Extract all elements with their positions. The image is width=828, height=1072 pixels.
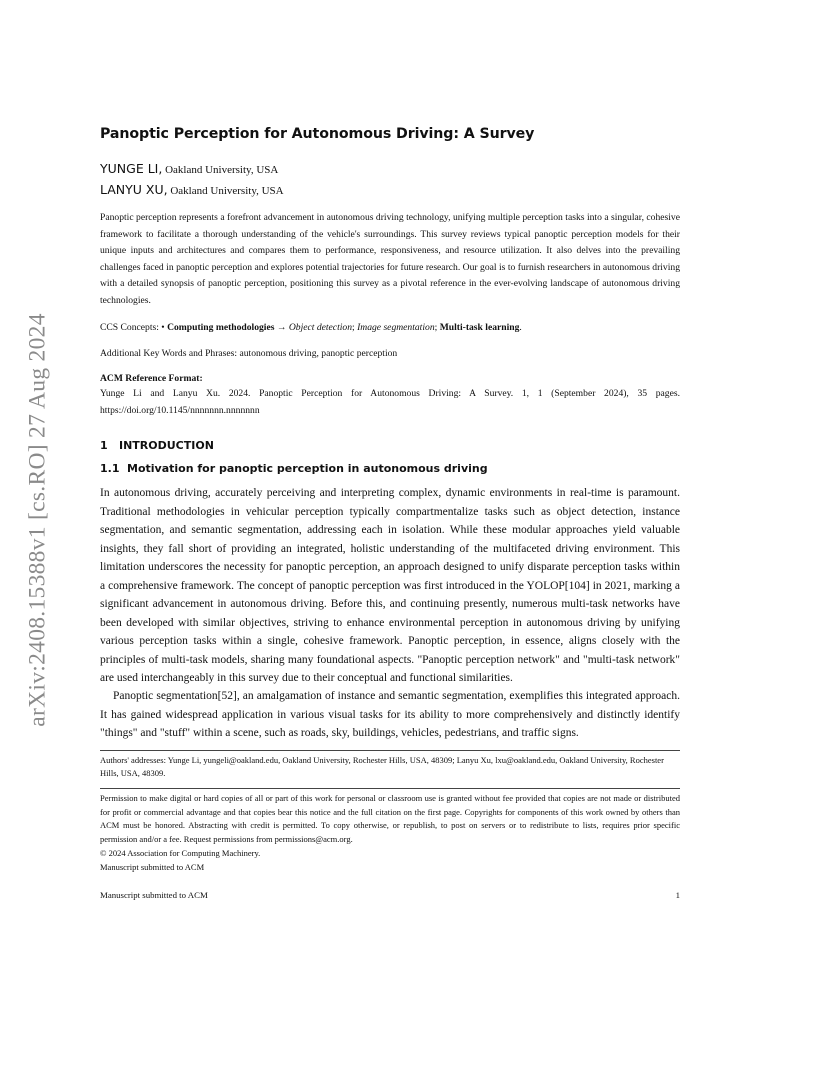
author-affiliation: Oakland University, USA — [165, 164, 279, 176]
ccs-item: Multi-task learning — [439, 322, 520, 333]
body-paragraph: Panoptic segmentation[52], an amalgamation of instance and semantic segmentation, exemplifies this integrated approach. It has gained widespread application in various visual tasks for its ability to more comprehensively and distinctly identify "things" and "stuff" within a scene, such as roads, sky, buildings, vehicles, pedestrians, and traffic signs. — [100, 690, 680, 739]
ccs-item: Image segmentation — [357, 322, 435, 333]
ccs-end: . — [519, 322, 522, 333]
permission-text: Permission to make digital or hard copies of all or part of this work for personal or classroom use is granted without fee provided that copies are not made or distributed for profit or commercial advantage and that copies bear this notice and the full citation on the first page. Copyrights for components of this work owned by others than ACM must be honored. Abstracting with credit is permitted. To copy otherwise, or republish, to post on servers or to redistribute to lists, requires prior specific permission and/or a fee. Request permissions from permissions@acm.org. — [100, 793, 680, 845]
author-name: YUNGE LI, — [100, 161, 163, 176]
section-number: 1 — [100, 439, 108, 452]
author-line — [100, 161, 680, 176]
author-line — [100, 182, 680, 197]
acm-reference-heading: ACM Reference Format: — [100, 373, 203, 384]
section-title: INTRODUCTION — [119, 439, 214, 452]
ccs-concepts — [100, 320, 680, 337]
keywords: Additional Key Words and Phrases: autonomous driving, panoptic perception — [100, 348, 398, 359]
author-addresses-footnote: Authors' addresses: Yunge Li, yungeli@oakland.edu, Oakland University, Rochester Hills, USA, 48309; Lanyu Xu, lxu@oakland.edu, Oakland University, Rochester Hills, USA, 48309. — [100, 755, 664, 778]
manuscript-note: Manuscript submitted to ACM — [100, 861, 205, 872]
footnote-rule — [100, 750, 680, 751]
subsection-title: Motivation for panoptic perception in autonomous driving — [127, 462, 488, 475]
subsection-number: 1.1 — [100, 462, 120, 475]
ccs-arrow: → — [274, 322, 289, 333]
author-name: LANYU XU, — [100, 182, 168, 197]
paper-title: Panoptic Perception for Autonomous Driving: A Survey — [100, 126, 535, 142]
abstract: Panoptic perception represents a forefront advancement in autonomous driving technology, unifying multiple perception tasks into a singular, cohesive framework to facilitate a thorough understanding of the vehicle's surroundings. This survey reviews typical panoptic perception models for their unique inputs and architectures and compares them to performance, responsiveness, and resource utilization. It also delves into the prevailing challenges faced in panoptic perception and explores potential trajectories for future research. Our goal is to furnish researchers in autonomous driving with a detailed synopsis of panoptic perception, positioning this survey as a pivotal reference in the ever-evolving landscape of autonomous driving technologies. — [100, 212, 680, 306]
page-number: 1 — [675, 890, 680, 900]
footer-text: Manuscript submitted to ACM — [100, 890, 208, 900]
ccs-prefix: CCS Concepts: • — [100, 322, 168, 333]
permission-block — [100, 792, 680, 874]
author-affiliation: Oakland University, USA — [170, 185, 284, 197]
ccs-item: Object detection — [288, 322, 352, 333]
ccs-separator: ; — [434, 322, 440, 333]
permission-rule — [100, 788, 680, 789]
acm-reference-text: Yunge Li and Lanyu Xu. 2024. Panoptic Perception for Autonomous Driving: A Survey. 1, 1 (September 2024), 35 pages. https://doi.org/10.1145/nnnnnnn.nnnnnnn — [100, 388, 680, 416]
copyright-line: © 2024 Association for Computing Machinery. — [100, 847, 261, 858]
subsection-heading — [100, 462, 680, 475]
section-heading — [100, 439, 680, 452]
body-paragraph: In autonomous driving, accurately perceiving and interpreting complex, dynamic environments in real-time is paramount. Traditional methodologies in vehicular perception typically compartmentalize tasks such as object detection, instance segmentation, and semantic segmentation, addressing each in isolation. While these modular approaches yield valuable insights, they fall short of providing an integrated, holistic understanding of the multifaceted driving environment. This limitation underscores the necessity for panoptic perception, an approach designed to unify disparate perception tasks within a comprehensive framework. The concept of panoptic perception was first introduced in the YOLOP[104] in 2021, marking a significant advancement in autonomous driving. Before this, and continuing presently, numerous multi-task networks have been developed with similar objectives, striving to enhance environmental perception in autonomous driving by unifying various perception tasks within a single, cohesive framework. Panoptic perception, in essence, aligns closely with the principles of multi-task models, sharing many foundational aspects. "Panoptic perception network" and "multi-task network" are used interchangeably in this survey due to their conceptual and functional similarities. — [100, 487, 680, 684]
ccs-separator: ; — [352, 322, 358, 333]
arxiv-identifier-stamp — [25, 283, 51, 757]
ccs-category: Computing methodologies — [167, 322, 275, 333]
arxiv-identifier-text: arXiv:2408.15388v1 [cs.RO] 27 Aug 2024 — [24, 313, 51, 727]
